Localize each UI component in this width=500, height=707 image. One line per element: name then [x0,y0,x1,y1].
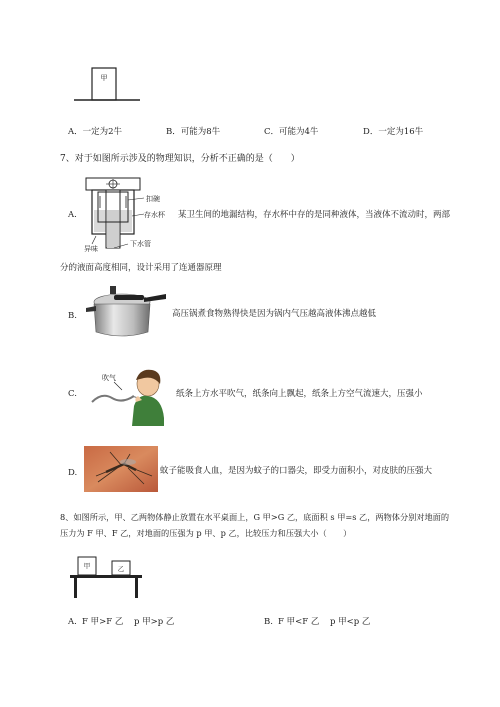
pressure-cooker-image [84,284,168,340]
q8-label-jia: 甲 [83,562,91,570]
q6-block-figure [70,62,150,104]
q7-option-d-text: 蚊子能吸食人血，是因为蚊子的口器尖，即受力面积小，对皮肤的压强大 [160,466,433,476]
q8-table-figure [66,555,146,599]
q8-option-a-f: F 甲>F 乙 [82,617,124,627]
q8-option-a-p: p 甲>p 乙 [134,617,175,627]
q8-option-b-letter: B. [264,617,273,627]
label-xiashuiguan: 下水管 [130,240,151,248]
label-chuiqi: 吹气 [102,374,116,382]
mosquito-image [84,446,158,492]
boy-blowing-paper-image [88,362,168,426]
q7-option-b-letter: B. [68,311,77,321]
q7-option-a-text-2: 分的液面高度相同，设计采用了连通器原理 [60,263,222,273]
q7-stem: 7、对于如图所示涉及的物理知识，分析不正确的是（ ） [60,154,300,164]
q6-block-label: 甲 [100,74,108,82]
q7-option-d-letter: D. [68,468,78,478]
q7-option-c-text: 纸条上方水平吹气，纸条向上飘起，纸条上方空气流速大，压强小 [176,389,423,399]
label-cunshuibei: 存水杯 [144,211,165,219]
label-yiwei: 异味 [84,245,98,252]
q7-option-c-letter: C. [68,389,77,399]
floor-drain-diagram [84,174,176,252]
q8-option-b-f: F 甲<F 乙 [278,617,320,627]
q6-option-b: B．可能为8牛 [166,127,221,137]
q8-stem-line1: 8、如图所示，甲、乙两物体静止放置在水平桌面上，G 甲>G 乙，底面积 s 甲=s 乙，两物体分别对地面的 [60,512,450,522]
label-kouwan: 扣碗 [146,195,160,203]
q8-stem-line2: 压力为 F 甲、F 乙，对地面的压强为 p 甲、p 乙，比较压力和压强大小（ ） [60,528,352,538]
q8-option-a-letter: A. [68,617,77,627]
q6-option-c: C．可能为4牛 [264,127,319,137]
q8-option-b-p: p 甲<p 乙 [330,617,371,627]
q7-option-a-text-1: 某卫生间的地漏结构，存水杯中存的是同种液体，当液体不流动时，两部 [178,210,451,220]
q8-label-yi: 乙 [117,565,125,573]
q6-option-a: A．一定为2牛 [68,127,123,137]
q6-option-d: D．一定为16牛 [363,127,424,137]
q7-option-b-text: 高压锅煮食物熟得快是因为锅内气压越高液体沸点越低 [172,309,377,319]
q7-option-a-letter: A. [68,210,77,220]
